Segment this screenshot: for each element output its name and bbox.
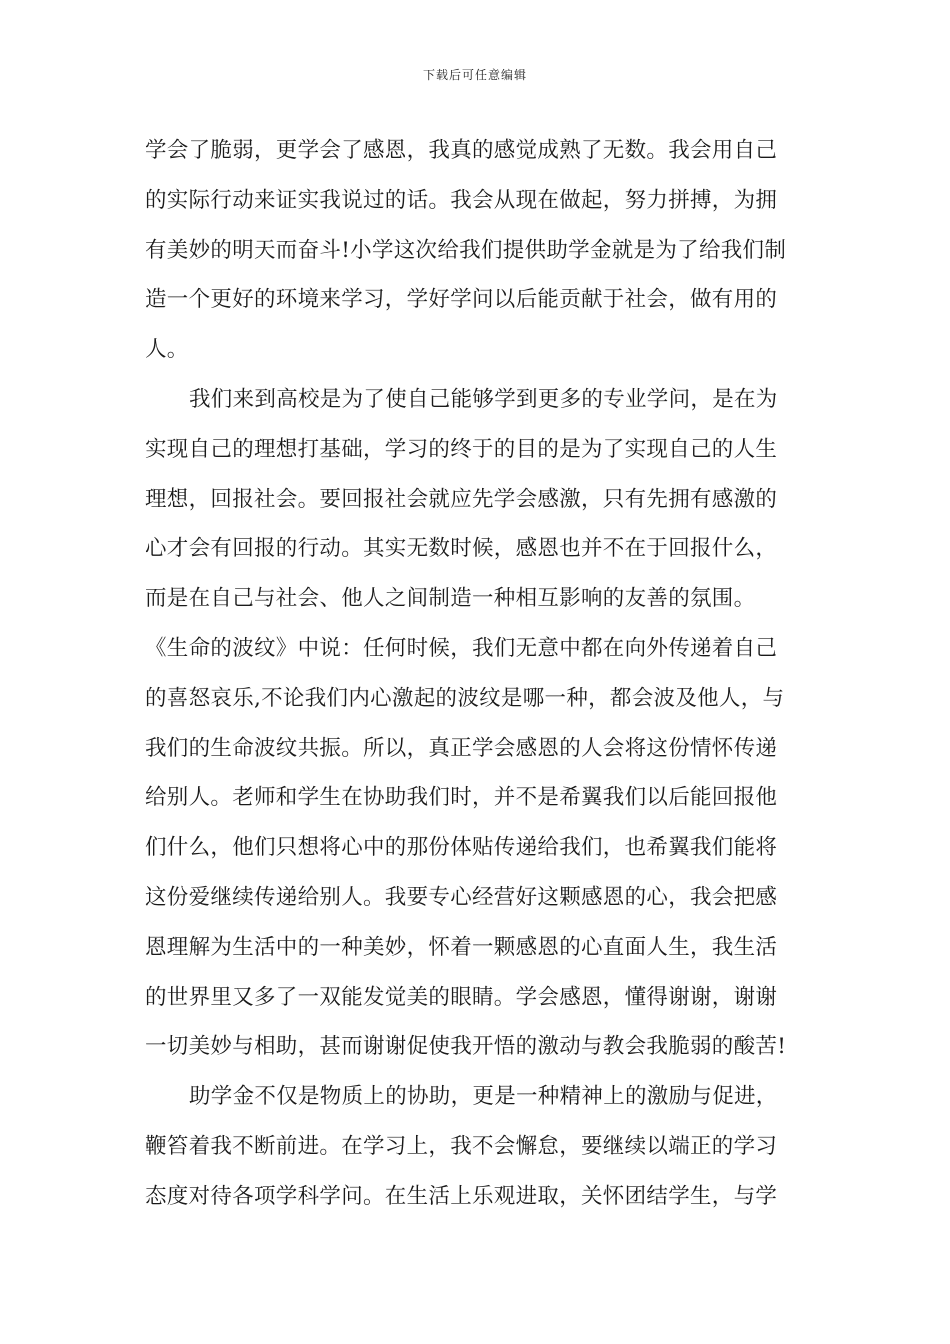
text-line: 学会了脆弱，更学会了感恩，我真的感觉成熟了无数。我会用自己 (145, 138, 778, 163)
paragraph-first-line: 我们来到高校是为了使自己能够学到更多的专业学问，是在为 (189, 386, 778, 412)
text-line: 一切美妙与相助，甚而谢谢促使我开悟的激动与教会我脆弱的酸苦! (145, 1034, 787, 1060)
text-line: 人。 (145, 337, 189, 363)
page-header: 下载后可任意编辑 (422, 68, 527, 82)
text-line: 造一个更好的环境来学习，学好学问以后能贡献于社会，做有用的 (145, 287, 778, 313)
text-line: 心才会有回报的行动。其实无数时候，感恩也并不在于回报什么， (145, 536, 778, 562)
text-line: 的世界里又多了一双能发觉美的眼睛。学会感恩，懂得谢谢，谢谢 (145, 984, 778, 1010)
document-body (145, 126, 810, 1222)
text-line: 这份爱继续传递给别人。我要专心经营好这颗感恩的心，我会把感 (145, 884, 778, 910)
text-line: 《生命的波纹》中说：任何时候，我们无意中都在向外传递着自己 (145, 635, 778, 661)
text-line: 的喜怒哀乐,不论我们内心激起的波纹是哪一种，都会波及他人，与 (145, 685, 785, 711)
paragraph-first-line: 助学金不仅是物质上的协助，更是一种精神上的激励与促进， (189, 1084, 778, 1110)
text-line: 们什么，他们只想将心中的那份体贴传递给我们，也希翼我们能将 (145, 835, 778, 861)
text-line: 恩理解为生活中的一种美妙，怀着一颗感恩的心直面人生，我生活 (145, 934, 778, 960)
text-line: 给别人。老师和学生在协助我们时，并不是希翼我们以后能回报他 (145, 785, 778, 811)
text-line: 态度对待各项学科学问。在生活上乐观进取，关怀团结学生，与学 (145, 1183, 778, 1209)
text-line: 鞭笞着我不断前进。在学习上，我不会懈怠，要继续以端正的学习 (145, 1133, 778, 1159)
text-line: 有美妙的明天而奋斗!小学这次给我们提供助学金就是为了给我们制 (145, 237, 787, 263)
text-line: 理想，回报社会。要回报社会就应先学会感激，只有先拥有感激的 (145, 486, 778, 512)
text-line: 的实际行动来证实我说过的话。我会从现在做起，努力拼搏，为拥 (145, 187, 778, 213)
text-line: 而是在自己与社会、他人之间制造一种相互影响的友善的氛围。 (145, 586, 756, 612)
text-line: 我们的生命波纹共振。所以，真正学会感恩的人会将这份情怀传递 (145, 735, 778, 761)
text-line: 实现自己的理想打基础，学习的终于的目的是为了实现自己的人生 (145, 436, 778, 462)
